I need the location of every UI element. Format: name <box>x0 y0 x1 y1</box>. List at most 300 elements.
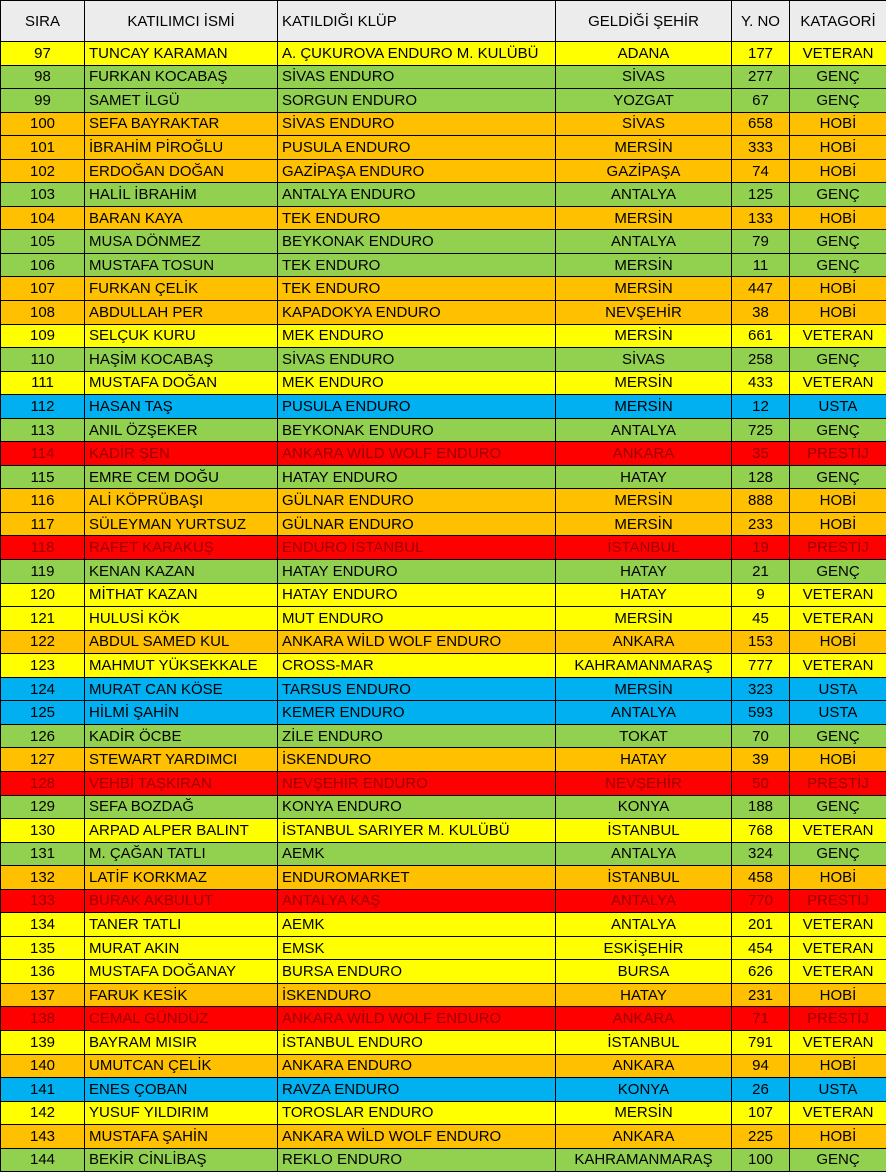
cell-category: VETERAN <box>790 960 886 984</box>
cell-participant-name: MUSA DÖNMEZ <box>85 230 278 254</box>
cell-category: PRESTİJ <box>790 1007 886 1031</box>
cell-club: ZİLE ENDURO <box>278 724 556 748</box>
cell-city: MERSİN <box>556 607 732 631</box>
cell-club: İSKENDURO <box>278 983 556 1007</box>
cell-race-number: 177 <box>732 42 790 66</box>
cell-sira: 97 <box>1 42 85 66</box>
cell-category: VETERAN <box>790 1101 886 1125</box>
cell-sira: 103 <box>1 183 85 207</box>
cell-club: MEK ENDURO <box>278 324 556 348</box>
table-row <box>1 795 886 819</box>
cell-club: BURSA ENDURO <box>278 960 556 984</box>
cell-club: İSTANBUL ENDURO <box>278 1030 556 1054</box>
cell-club: ENDURO İSTANBUL <box>278 536 556 560</box>
cell-race-number: 661 <box>732 324 790 348</box>
cell-category: VETERAN <box>790 819 886 843</box>
cell-city: NEVŞEHİR <box>556 301 732 325</box>
cell-participant-name: ANIL ÖZŞEKER <box>85 418 278 442</box>
cell-race-number: 153 <box>732 630 790 654</box>
cell-city: MERSİN <box>556 324 732 348</box>
cell-city: MERSİN <box>556 677 732 701</box>
table-row <box>1 253 886 277</box>
cell-category: HOBİ <box>790 630 886 654</box>
cell-participant-name: CEMAL GÜNDÜZ <box>85 1007 278 1031</box>
table-row <box>1 771 886 795</box>
cell-category: HOBİ <box>790 1125 886 1149</box>
cell-participant-name: KADİR ÖCBE <box>85 724 278 748</box>
table-row <box>1 112 886 136</box>
header-club: KATILDIĞI KLÜP <box>278 1 556 42</box>
cell-sira: 100 <box>1 112 85 136</box>
cell-city: ANTALYA <box>556 183 732 207</box>
cell-city: KAHRAMANMARAŞ <box>556 1148 732 1172</box>
cell-category: VETERAN <box>790 324 886 348</box>
cell-city: ANKARA <box>556 1125 732 1149</box>
table-row <box>1 842 886 866</box>
cell-participant-name: BAYRAM MISIR <box>85 1030 278 1054</box>
table-row <box>1 159 886 183</box>
cell-category: PRESTİJ <box>790 771 886 795</box>
cell-club: ANKARA WİLD WOLF ENDURO <box>278 1125 556 1149</box>
cell-category: PRESTİJ <box>790 442 886 466</box>
table-row <box>1 913 886 937</box>
cell-participant-name: FARUK KESİK <box>85 983 278 1007</box>
cell-race-number: 12 <box>732 395 790 419</box>
table-row <box>1 442 886 466</box>
cell-club: GÜLNAR ENDURO <box>278 489 556 513</box>
cell-participant-name: MUSTAFA ŞAHİN <box>85 1125 278 1149</box>
cell-race-number: 324 <box>732 842 790 866</box>
cell-club: ANTALYA KAŞ <box>278 889 556 913</box>
cell-city: ANKARA <box>556 630 732 654</box>
cell-participant-name: VEHBİ TAŞKIRAN <box>85 771 278 795</box>
cell-sira: 124 <box>1 677 85 701</box>
cell-category: HOBİ <box>790 983 886 1007</box>
cell-club: SİVAS ENDURO <box>278 65 556 89</box>
cell-participant-name: SEFA BAYRAKTAR <box>85 112 278 136</box>
cell-category: HOBİ <box>790 866 886 890</box>
cell-club: EMSK <box>278 936 556 960</box>
cell-category: HOBİ <box>790 301 886 325</box>
cell-participant-name: SAMET İLGÜ <box>85 89 278 113</box>
cell-participant-name: İBRAHİM PİROĞLU <box>85 136 278 160</box>
cell-category: HOBİ <box>790 489 886 513</box>
header-category: KATAGORİ <box>790 1 886 42</box>
cell-club: ANTALYA ENDURO <box>278 183 556 207</box>
cell-sira: 113 <box>1 418 85 442</box>
cell-race-number: 21 <box>732 560 790 584</box>
cell-sira: 107 <box>1 277 85 301</box>
cell-race-number: 125 <box>732 183 790 207</box>
cell-sira: 142 <box>1 1101 85 1125</box>
cell-race-number: 70 <box>732 724 790 748</box>
cell-sira: 137 <box>1 983 85 1007</box>
table-row <box>1 465 886 489</box>
table-row <box>1 748 886 772</box>
cell-sira: 105 <box>1 230 85 254</box>
cell-category: GENÇ <box>790 89 886 113</box>
cell-city: SİVAS <box>556 348 732 372</box>
cell-club: ENDUROMARKET <box>278 866 556 890</box>
cell-race-number: 107 <box>732 1101 790 1125</box>
cell-city: TOKAT <box>556 724 732 748</box>
cell-race-number: 447 <box>732 277 790 301</box>
table-row <box>1 677 886 701</box>
cell-sira: 104 <box>1 206 85 230</box>
cell-city: SİVAS <box>556 65 732 89</box>
cell-city: MERSİN <box>556 136 732 160</box>
cell-club: RAVZA ENDURO <box>278 1078 556 1102</box>
table-row <box>1 277 886 301</box>
cell-sira: 114 <box>1 442 85 466</box>
header-number: Y. NO <box>732 1 790 42</box>
table-row <box>1 395 886 419</box>
cell-club: HATAY ENDURO <box>278 465 556 489</box>
cell-participant-name: MUSTAFA DOĞAN <box>85 371 278 395</box>
cell-city: ESKİŞEHİR <box>556 936 732 960</box>
cell-sira: 111 <box>1 371 85 395</box>
cell-category: GENÇ <box>790 1148 886 1172</box>
cell-club: MUT ENDURO <box>278 607 556 631</box>
cell-city: İSTANBUL <box>556 536 732 560</box>
cell-club: AEMK <box>278 913 556 937</box>
cell-city: KONYA <box>556 1078 732 1102</box>
cell-sira: 120 <box>1 583 85 607</box>
cell-city: HATAY <box>556 748 732 772</box>
cell-sira: 135 <box>1 936 85 960</box>
cell-club: TARSUS ENDURO <box>278 677 556 701</box>
table-row <box>1 536 886 560</box>
cell-club: HATAY ENDURO <box>278 583 556 607</box>
cell-city: MERSİN <box>556 371 732 395</box>
cell-sira: 99 <box>1 89 85 113</box>
cell-city: HATAY <box>556 465 732 489</box>
table-row <box>1 560 886 584</box>
cell-city: MERSİN <box>556 395 732 419</box>
cell-race-number: 454 <box>732 936 790 960</box>
cell-club: SORGUN ENDURO <box>278 89 556 113</box>
cell-category: USTA <box>790 1078 886 1102</box>
cell-club: ANKARA WİLD WOLF ENDURO <box>278 630 556 654</box>
cell-sira: 121 <box>1 607 85 631</box>
cell-city: BURSA <box>556 960 732 984</box>
cell-participant-name: EMRE CEM DOĞU <box>85 465 278 489</box>
cell-race-number: 770 <box>732 889 790 913</box>
cell-club: GÜLNAR ENDURO <box>278 512 556 536</box>
cell-race-number: 26 <box>732 1078 790 1102</box>
cell-city: KONYA <box>556 795 732 819</box>
table-row <box>1 724 886 748</box>
cell-race-number: 38 <box>732 301 790 325</box>
cell-club: KONYA ENDURO <box>278 795 556 819</box>
table-row <box>1 512 886 536</box>
table-row <box>1 983 886 1007</box>
cell-race-number: 777 <box>732 654 790 678</box>
cell-sira: 115 <box>1 465 85 489</box>
cell-race-number: 225 <box>732 1125 790 1149</box>
cell-city: ANKARA <box>556 1007 732 1031</box>
cell-club: KAPADOKYA ENDURO <box>278 301 556 325</box>
cell-race-number: 35 <box>732 442 790 466</box>
cell-club: TEK ENDURO <box>278 253 556 277</box>
cell-participant-name: UMUTCAN ÇELİK <box>85 1054 278 1078</box>
cell-category: HOBİ <box>790 512 886 536</box>
cell-sira: 130 <box>1 819 85 843</box>
cell-category: GENÇ <box>790 465 886 489</box>
cell-sira: 122 <box>1 630 85 654</box>
cell-club: NEVŞEHİR ENDURO <box>278 771 556 795</box>
cell-club: A. ÇUKUROVA ENDURO M. KULÜBÜ <box>278 42 556 66</box>
cell-club: ANKARA WİLD WOLF ENDURO <box>278 442 556 466</box>
cell-race-number: 888 <box>732 489 790 513</box>
cell-club: SİVAS ENDURO <box>278 112 556 136</box>
cell-participant-name: ARPAD ALPER BALINT <box>85 819 278 843</box>
table-row <box>1 418 886 442</box>
cell-race-number: 11 <box>732 253 790 277</box>
cell-category: GENÇ <box>790 560 886 584</box>
cell-category: GENÇ <box>790 183 886 207</box>
cell-city: GAZİPAŞA <box>556 159 732 183</box>
cell-sira: 126 <box>1 724 85 748</box>
cell-participant-name: MURAT CAN KÖSE <box>85 677 278 701</box>
cell-city: MERSİN <box>556 253 732 277</box>
table-row <box>1 607 886 631</box>
cell-city: ANTALYA <box>556 230 732 254</box>
table-row <box>1 301 886 325</box>
table-body <box>1 42 886 1172</box>
table-row <box>1 1030 886 1054</box>
cell-race-number: 658 <box>732 112 790 136</box>
cell-participant-name: ENES ÇOBAN <box>85 1078 278 1102</box>
cell-category: GENÇ <box>790 418 886 442</box>
table-row <box>1 324 886 348</box>
cell-club: GAZİPAŞA ENDURO <box>278 159 556 183</box>
cell-city: HATAY <box>556 583 732 607</box>
cell-sira: 101 <box>1 136 85 160</box>
cell-sira: 144 <box>1 1148 85 1172</box>
cell-club: KEMER ENDURO <box>278 701 556 725</box>
cell-participant-name: KADİR ŞEN <box>85 442 278 466</box>
cell-category: PRESTİJ <box>790 536 886 560</box>
table-row <box>1 206 886 230</box>
cell-club: BEYKONAK ENDURO <box>278 418 556 442</box>
cell-participant-name: HASAN TAŞ <box>85 395 278 419</box>
cell-sira: 136 <box>1 960 85 984</box>
cell-race-number: 725 <box>732 418 790 442</box>
cell-race-number: 133 <box>732 206 790 230</box>
cell-city: ANTALYA <box>556 842 732 866</box>
cell-category: HOBİ <box>790 159 886 183</box>
cell-sira: 131 <box>1 842 85 866</box>
cell-participant-name: ERDOĞAN DOĞAN <box>85 159 278 183</box>
cell-category: GENÇ <box>790 348 886 372</box>
table-row <box>1 42 886 66</box>
cell-city: MERSİN <box>556 277 732 301</box>
cell-race-number: 791 <box>732 1030 790 1054</box>
cell-category: GENÇ <box>790 795 886 819</box>
cell-club: CROSS-MAR <box>278 654 556 678</box>
cell-sira: 117 <box>1 512 85 536</box>
cell-category: HOBİ <box>790 206 886 230</box>
cell-participant-name: HİLMİ ŞAHİN <box>85 701 278 725</box>
cell-race-number: 128 <box>732 465 790 489</box>
header-city: GELDİĞİ ŞEHİR <box>556 1 732 42</box>
cell-participant-name: FURKAN ÇELİK <box>85 277 278 301</box>
cell-participant-name: TUNCAY KARAMAN <box>85 42 278 66</box>
table-row <box>1 1148 886 1172</box>
table-row <box>1 701 886 725</box>
cell-category: HOBİ <box>790 277 886 301</box>
cell-club: İSKENDURO <box>278 748 556 772</box>
cell-participant-name: SELÇUK KURU <box>85 324 278 348</box>
cell-city: SİVAS <box>556 112 732 136</box>
cell-city: MERSİN <box>556 489 732 513</box>
cell-category: VETERAN <box>790 936 886 960</box>
header-name: KATILIMCI İSMİ <box>85 1 278 42</box>
cell-category: VETERAN <box>790 371 886 395</box>
cell-race-number: 768 <box>732 819 790 843</box>
cell-participant-name: TANER TATLI <box>85 913 278 937</box>
cell-participant-name: M. ÇAĞAN TATLI <box>85 842 278 866</box>
table-row <box>1 583 886 607</box>
cell-city: HATAY <box>556 560 732 584</box>
cell-sira: 106 <box>1 253 85 277</box>
cell-sira: 132 <box>1 866 85 890</box>
cell-participant-name: HULUSİ KÖK <box>85 607 278 631</box>
cell-race-number: 201 <box>732 913 790 937</box>
cell-sira: 129 <box>1 795 85 819</box>
cell-city: KAHRAMANMARAŞ <box>556 654 732 678</box>
cell-sira: 102 <box>1 159 85 183</box>
cell-category: HOBİ <box>790 136 886 160</box>
cell-club: SİVAS ENDURO <box>278 348 556 372</box>
table-row <box>1 230 886 254</box>
cell-participant-name: ALİ KÖPRÜBAŞI <box>85 489 278 513</box>
cell-category: GENÇ <box>790 65 886 89</box>
table-row <box>1 89 886 113</box>
cell-sira: 141 <box>1 1078 85 1102</box>
cell-race-number: 19 <box>732 536 790 560</box>
cell-race-number: 45 <box>732 607 790 631</box>
cell-city: YOZGAT <box>556 89 732 113</box>
table-row <box>1 654 886 678</box>
cell-club: PUSULA ENDURO <box>278 136 556 160</box>
table-row <box>1 866 886 890</box>
cell-sira: 125 <box>1 701 85 725</box>
cell-city: ANTALYA <box>556 418 732 442</box>
cell-category: VETERAN <box>790 42 886 66</box>
cell-sira: 109 <box>1 324 85 348</box>
cell-category: USTA <box>790 677 886 701</box>
cell-sira: 116 <box>1 489 85 513</box>
cell-race-number: 74 <box>732 159 790 183</box>
cell-category: GENÇ <box>790 724 886 748</box>
cell-city: İSTANBUL <box>556 819 732 843</box>
cell-participant-name: YUSUF YILDIRIM <box>85 1101 278 1125</box>
table-row <box>1 889 886 913</box>
table-row <box>1 348 886 372</box>
cell-race-number: 188 <box>732 795 790 819</box>
cell-sira: 110 <box>1 348 85 372</box>
cell-category: VETERAN <box>790 607 886 631</box>
cell-participant-name: SÜLEYMAN YURTSUZ <box>85 512 278 536</box>
cell-club: ANKARA WİLD WOLF ENDURO <box>278 1007 556 1031</box>
cell-city: İSTANBUL <box>556 1030 732 1054</box>
table-row <box>1 65 886 89</box>
cell-race-number: 277 <box>732 65 790 89</box>
table-row <box>1 960 886 984</box>
cell-sira: 138 <box>1 1007 85 1031</box>
cell-participant-name: RAFET KARAKUŞ <box>85 536 278 560</box>
cell-participant-name: MAHMUT YÜKSEKKALE <box>85 654 278 678</box>
cell-club: HATAY ENDURO <box>278 560 556 584</box>
cell-sira: 98 <box>1 65 85 89</box>
cell-category: HOBİ <box>790 112 886 136</box>
cell-participant-name: BURAK AKBULUT <box>85 889 278 913</box>
cell-category: HOBİ <box>790 748 886 772</box>
cell-race-number: 50 <box>732 771 790 795</box>
table-row <box>1 819 886 843</box>
cell-club: BEYKONAK ENDURO <box>278 230 556 254</box>
table-row <box>1 1125 886 1149</box>
table-row <box>1 1007 886 1031</box>
cell-city: ANTALYA <box>556 913 732 937</box>
cell-category: VETERAN <box>790 913 886 937</box>
cell-category: HOBİ <box>790 1054 886 1078</box>
cell-sira: 118 <box>1 536 85 560</box>
cell-participant-name: FURKAN KOCABAŞ <box>85 65 278 89</box>
cell-club: REKLO ENDURO <box>278 1148 556 1172</box>
cell-participant-name: BEKİR CİNLİBAŞ <box>85 1148 278 1172</box>
cell-city: MERSİN <box>556 1101 732 1125</box>
cell-sira: 143 <box>1 1125 85 1149</box>
cell-participant-name: KENAN KAZAN <box>85 560 278 584</box>
cell-race-number: 323 <box>732 677 790 701</box>
cell-participant-name: ABDUL SAMED KUL <box>85 630 278 654</box>
table-row <box>1 936 886 960</box>
table-row <box>1 489 886 513</box>
table-header <box>1 1 886 42</box>
cell-city: İSTANBUL <box>556 866 732 890</box>
header-row <box>1 1 886 42</box>
table-row <box>1 371 886 395</box>
cell-sira: 112 <box>1 395 85 419</box>
cell-sira: 119 <box>1 560 85 584</box>
cell-category: VETERAN <box>790 583 886 607</box>
cell-club: ANKARA ENDURO <box>278 1054 556 1078</box>
cell-race-number: 233 <box>732 512 790 536</box>
cell-sira: 108 <box>1 301 85 325</box>
cell-category: GENÇ <box>790 842 886 866</box>
cell-participant-name: MUSTAFA DOĞANAY <box>85 960 278 984</box>
cell-participant-name: HAŞİM KOCABAŞ <box>85 348 278 372</box>
cell-club: TOROSLAR ENDURO <box>278 1101 556 1125</box>
cell-city: ANTALYA <box>556 701 732 725</box>
table-row <box>1 630 886 654</box>
cell-race-number: 39 <box>732 748 790 772</box>
cell-category: GENÇ <box>790 253 886 277</box>
cell-club: PUSULA ENDURO <box>278 395 556 419</box>
table-row <box>1 1101 886 1125</box>
cell-city: MERSİN <box>556 512 732 536</box>
cell-participant-name: MİTHAT KAZAN <box>85 583 278 607</box>
table-row <box>1 183 886 207</box>
cell-participant-name: SEFA BOZDAĞ <box>85 795 278 819</box>
cell-club: AEMK <box>278 842 556 866</box>
cell-club: TEK ENDURO <box>278 277 556 301</box>
cell-participant-name: ABDULLAH PER <box>85 301 278 325</box>
cell-race-number: 79 <box>732 230 790 254</box>
